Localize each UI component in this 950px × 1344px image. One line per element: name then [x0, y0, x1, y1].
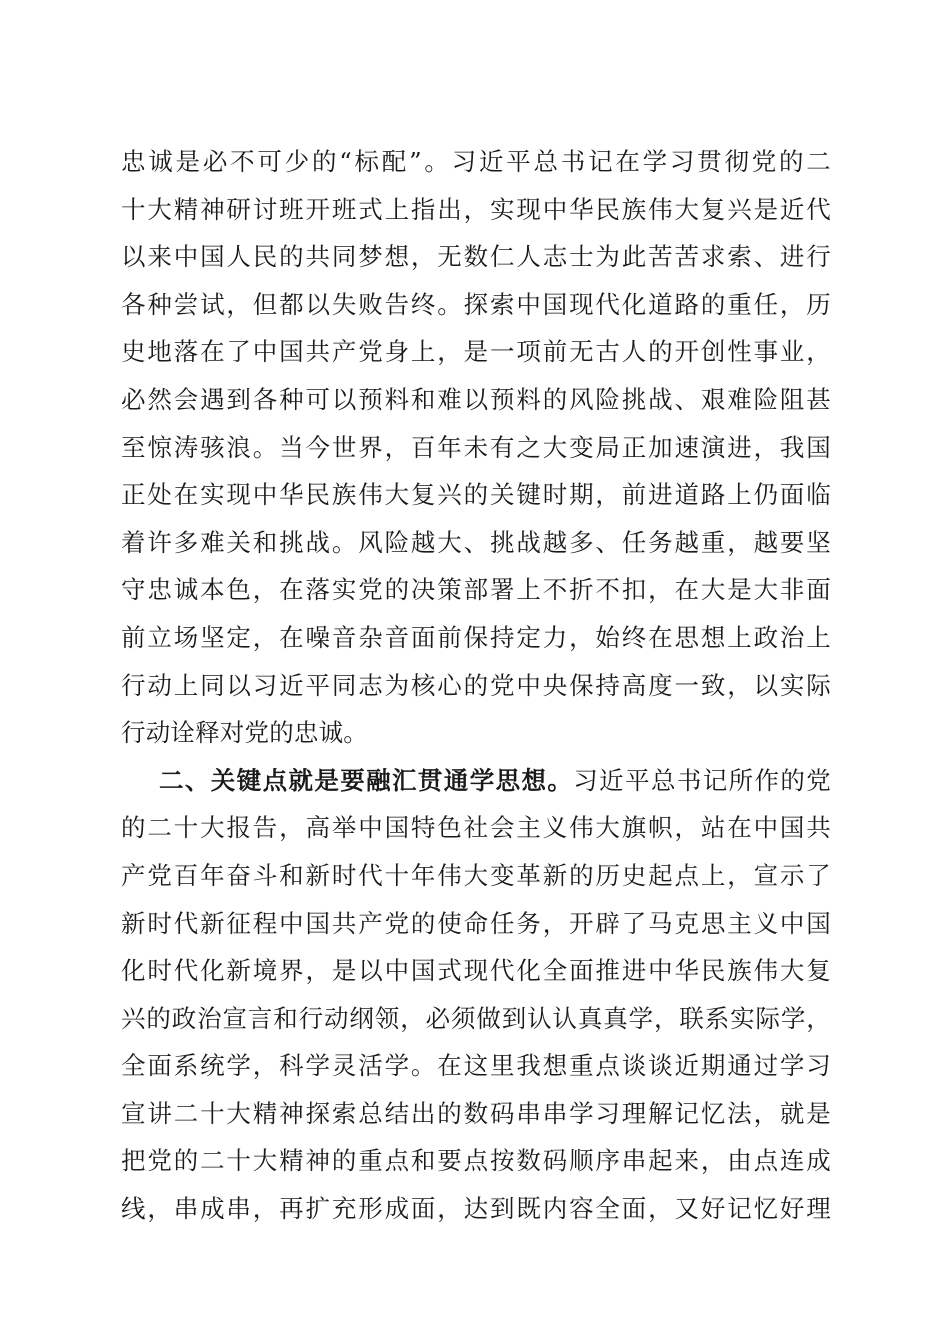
paragraph-line: 行动上同以习近平同志为核心的党中央保持高度一致，以实际 — [121, 670, 831, 700]
paragraph-line: 的二十大报告，高举中国特色社会主义伟大旗帜，站在中国共 — [121, 813, 831, 843]
paragraph-line: 必然会遇到各种可以预料和难以预料的风险挑战、艰难险阻甚 — [121, 384, 831, 414]
paragraph-line: 着许多难关和挑战。风险越大、挑战越多、任务越重，越要坚 — [121, 527, 831, 557]
paragraph-line: 至惊涛骇浪。当今世界，百年未有之大变局正加速演进，我国 — [121, 432, 831, 462]
paragraph-line: 线，串成串，再扩充形成面，达到既内容全面，又好记忆好理 — [121, 1194, 831, 1224]
paragraph-line: 化时代化新境界，是以中国式现代化全面推进中华民族伟大复 — [121, 956, 831, 986]
paragraph-line: 产党百年奋斗和新时代十年伟大变革新的历史起点上，宣示了 — [121, 860, 831, 890]
paragraph-line: 各种尝试，但都以失败告终。探索中国现代化道路的重任，历 — [121, 289, 831, 319]
paragraph-line: 全面系统学，科学灵活学。在这里我想重点谈谈近期通过学习 — [121, 1051, 831, 1081]
paragraph-line: 忠诚是必不可少的“标配”。习近平总书记在学习贯彻党的二 — [121, 147, 831, 176]
paragraph-line: 行动诠释对党的忠诚。 — [121, 718, 368, 748]
paragraph-line: 史地落在了中国共产党身上，是一项前无古人的开创性事业， — [121, 337, 831, 367]
paragraph-line: 正处在实现中华民族伟大复兴的关键时期，前进道路上仍面临 — [121, 480, 831, 510]
paragraph-line: 前立场坚定，在噪音杂音面前保持定力，始终在思想上政治上 — [121, 622, 831, 652]
paragraph-line: 把党的二十大精神的重点和要点按数码顺序串起来，由点连成 — [121, 1146, 831, 1176]
paragraph-line-rest: 习近平总书记所作的党 — [573, 765, 831, 795]
paragraph-line: 新时代新征程中国共产党的使命任务，开辟了马克思主义中国 — [121, 908, 831, 938]
paragraph-line: 宣讲二十大精神探索总结出的数码串串学习理解记忆法，就是 — [121, 1098, 831, 1128]
paragraph-first-line — [121, 757, 831, 805]
section-heading: 二、关键点就是要融汇贯通学思想。 — [159, 765, 574, 795]
paragraph-line: 以来中国人民的共同梦想，无数仁人志士为此苦苦求索、进行 — [121, 242, 831, 272]
paragraph-2 — [121, 757, 831, 1233]
document-body — [121, 138, 831, 1233]
paragraph-line: 十大精神研讨班开班式上指出，实现中华民族伟大复兴是近代 — [121, 194, 831, 224]
paragraph-line: 守忠诚本色，在落实党的决策部署上不折不扣，在大是大非面 — [121, 575, 831, 605]
paragraph-1 — [121, 138, 831, 757]
paragraph-line: 兴的政治宣言和行动纲领，必须做到认认真真学，联系实际学， — [121, 1003, 831, 1033]
